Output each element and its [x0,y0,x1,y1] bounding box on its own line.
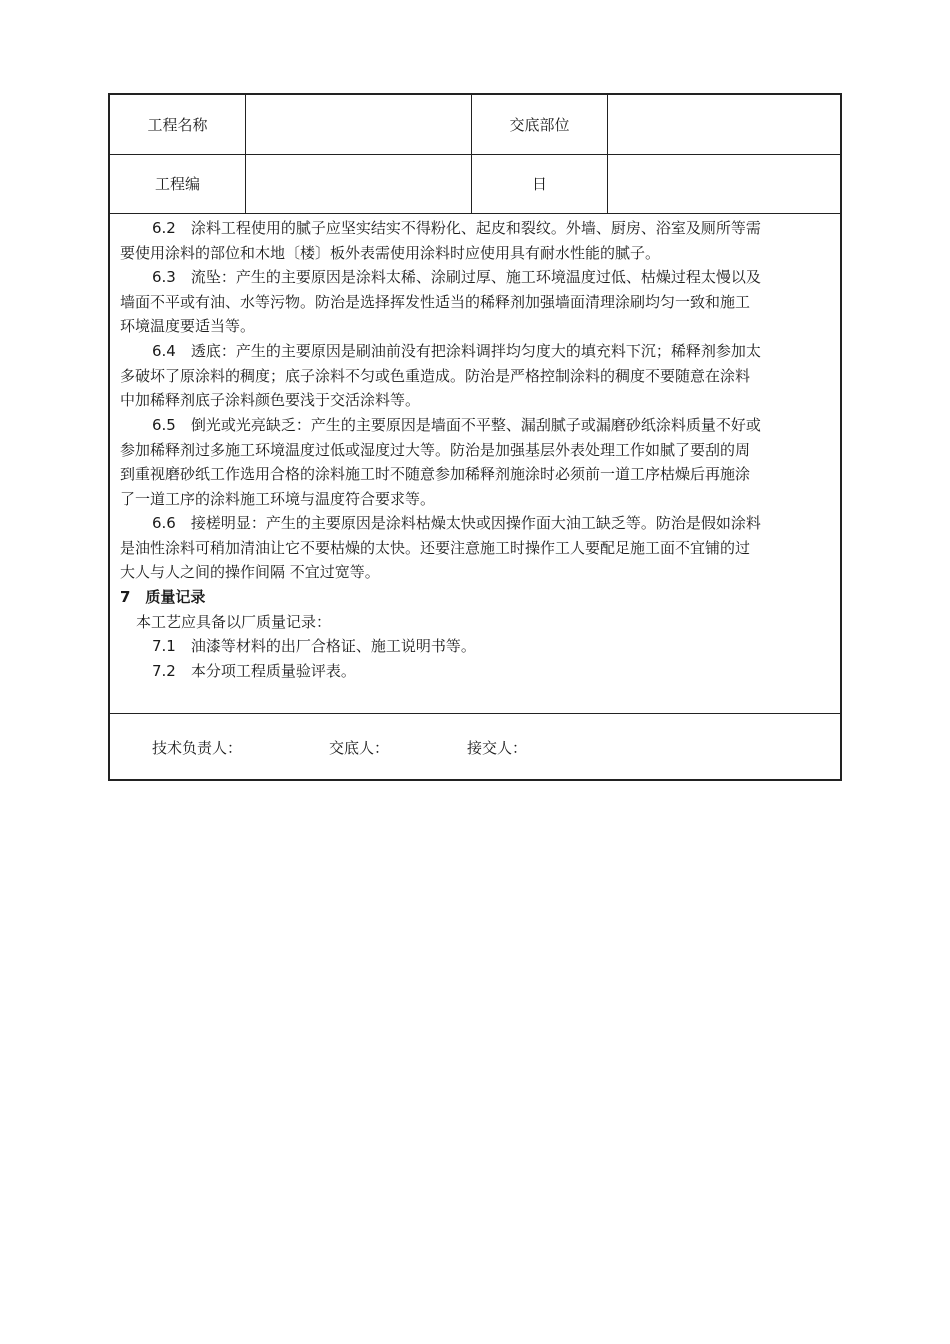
header-row-1 [110,95,840,155]
date-label: 日 [472,154,608,213]
para-6-4-line-2: 多破坏了原涂料的稠度；底子涂料不匀或色重造成。防治是严格控制涂料的稠度不要随意在涂料 [120,366,751,385]
disclosure-content [110,213,840,714]
date-field [608,154,840,213]
tech-lead-label: 技术负责人： [152,739,243,757]
project-name-field [246,95,472,154]
para-6-5-line-3: 到重视磨砂纸工作选用合格的涂料施工时不随意参加稀释剂施涂时必须前一道工序枯燥后再施涂 [120,465,751,483]
para-6-3-line-1: 6.3 流坠：产生的主要原因是涂料太稀、涂刷过厚、施工环境温度过低、枯燥过程太慢以及 [152,268,761,286]
handover-part-field [608,95,840,154]
para-6-2-line-1: 6.2 涂料工程使用的腻子应坚实结实不得粉化、起皮和裂纹。外墙、厨房、浴室及厕所等需 [152,219,761,237]
section-7-title: 7 质量记录 [120,588,206,606]
receiver-label: 接交人： [467,739,528,757]
section-7-intro: 本工艺应具备以厂质量记录： [136,612,332,631]
para-6-5-line-4: 了一道工序的涂料施工环境与温度符合要求等。 [120,489,436,508]
para-6-6-line-2: 是油性涂料可稍加清油让它不要枯燥的太快。还要注意施工时操作工人要配足施工面不宜铺的过 [120,538,751,557]
para-6-2-line-2: 要使用涂料的部位和木地〔楼〕板外表需使用涂料时应使用具有耐水性能的腻子。 [120,243,661,262]
item-7-1: 7.1 油漆等材料的出厂合格证、施工说明书等。 [152,637,476,655]
signature-row [110,713,840,779]
para-6-4-line-3: 中加稀释剂底子涂料颜色要浅于交活涂料等。 [120,391,421,409]
para-6-3-line-2: 墙面不平或有油、水等污物。防治是选择挥发性适当的稀释剂加强墙面清理涂刷均匀一致和施工 [120,292,751,311]
discloser-label: 交底人： [329,739,390,757]
para-6-4-line-1: 6.4 透底：产生的主要原因是刷油前没有把涂料调拌均匀度大的填充料下沉；稀释剂参加太 [152,342,761,360]
project-no-label: 工程编 [110,154,246,213]
disclosure-form [108,93,842,781]
para-6-5-line-2: 参加稀释剂过多施工环境温度过低或湿度过大等。防治是加强基层外表处理工作如腻了要刮的周 [120,440,751,459]
header-row-2 [110,154,840,214]
handover-part-label: 交底部位 [472,95,608,154]
project-no-field [246,154,472,213]
para-6-3-line-3: 环境温度要适当等。 [120,317,256,335]
para-6-6-line-3: 大人与人之间的操作间隔 不宜过宽等。 [120,563,380,581]
para-6-6-line-1: 6.6 接槎明显：产生的主要原因是涂料枯燥太快或因操作面大油工缺乏等。防治是假如涂料 [152,514,761,532]
item-7-2: 7.2 本分项工程质量验评表。 [152,661,356,680]
para-6-5-line-1: 6.5 倒光或光亮缺乏：产生的主要原因是墙面不平整、漏刮腻子或漏磨砂纸涂料质量不好或 [152,416,761,434]
project-name-label: 工程名称 [110,95,246,154]
